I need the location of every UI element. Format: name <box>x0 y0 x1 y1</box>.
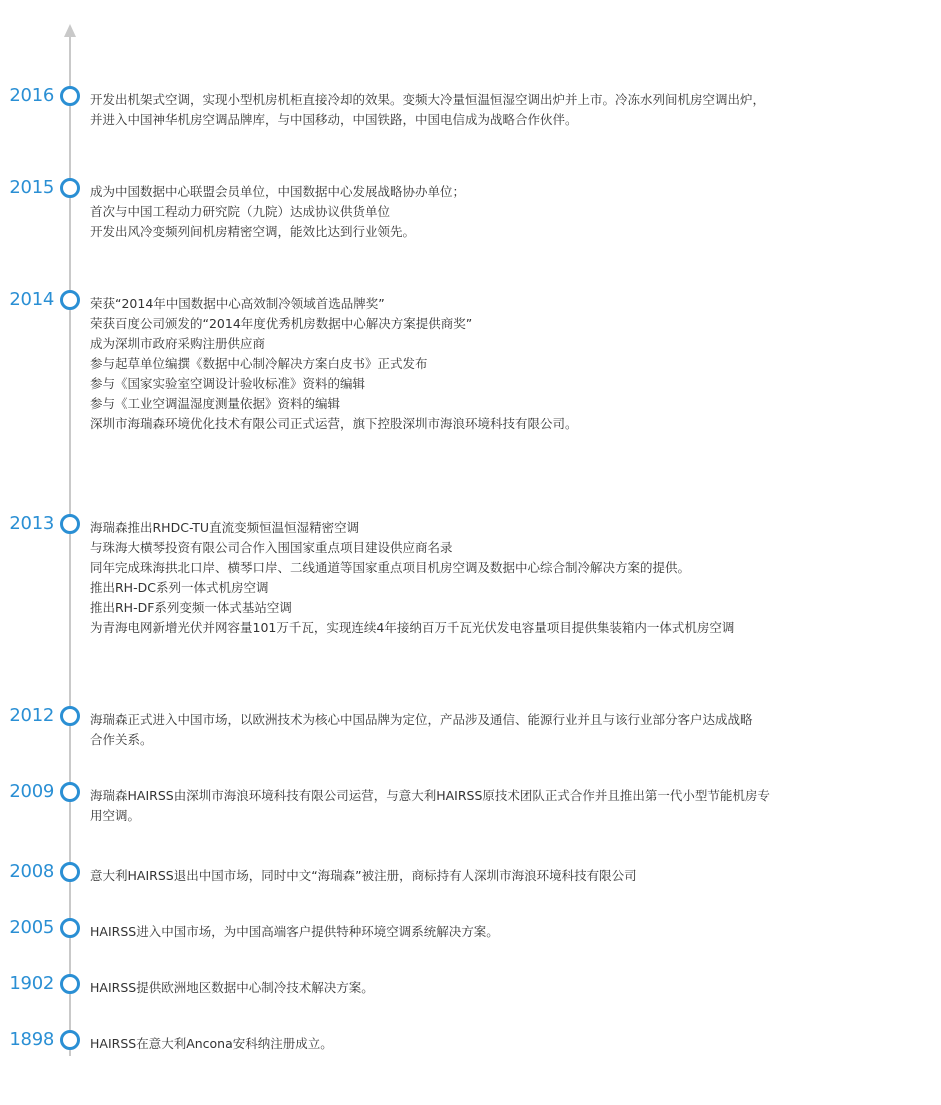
timeline-year: 2012 <box>9 705 54 726</box>
timeline-text-line: 参与起草单位编撰《数据中心制冷解决方案白皮书》正式发布 <box>90 356 428 371</box>
timeline-text-line: 开发出机架式空调，实现小型机房机柜直接冷却的效果。变频大冷量恒温恒湿空调出炉并上市。冷冻水列间机房空调出炉， <box>90 92 766 107</box>
timeline-text-line: HAIRSS进入中国市场，为中国高端客户提供特种环境空调系统解决方案。 <box>90 924 499 939</box>
timeline-description <box>90 1030 850 1058</box>
timeline-dot-icon <box>60 706 80 726</box>
timeline-year: 2015 <box>9 177 54 198</box>
timeline-year: 1898 <box>9 1029 54 1050</box>
timeline-dot-icon <box>60 290 80 310</box>
timeline-text-line: 首次与中国工程动力研究院（九院）达成协议供货单位 <box>90 204 391 219</box>
timeline-text-line: HAIRSS提供欧洲地区数据中心制冷技术解决方案。 <box>90 980 374 995</box>
timeline-description <box>90 290 850 438</box>
timeline-dot-icon <box>60 86 80 106</box>
timeline-dot-icon <box>60 862 80 882</box>
timeline-text-line: 意大利HAIRSS退出中国市场，同时中文“海瑞森”被注册，商标持有人深圳市海浪环境科技有限公司 <box>90 868 637 883</box>
timeline-text-line: 用空调。 <box>90 808 141 823</box>
timeline-description <box>90 514 850 642</box>
timeline-year: 1902 <box>9 973 54 994</box>
timeline-year: 2013 <box>9 513 54 534</box>
timeline-text-line: 开发出风冷变频列间机房精密空调，能效比达到行业领先。 <box>90 224 416 239</box>
timeline-text-line: 成为深圳市政府采购注册供应商 <box>90 336 266 351</box>
timeline-text-line: 成为中国数据中心联盟会员单位，中国数据中心发展战略协办单位； <box>90 184 466 199</box>
timeline-year: 2014 <box>9 289 54 310</box>
timeline-text-line: 荣获“2014年中国数据中心高效制冷领域首选品牌奖” <box>90 296 385 311</box>
timeline-text-line: 推出RH-DF系列变频一体式基站空调 <box>90 600 292 615</box>
timeline-description <box>90 974 850 1002</box>
timeline-text-line: 海瑞森正式进入中国市场，以欧洲技术为核心中国品牌为定位，产品涉及通信、能源行业并且与该行业部分客户达成战略 <box>90 712 753 727</box>
timeline-text-line: 与珠海大横琴投资有限公司合作入围国家重点项目建设供应商名录 <box>90 540 453 555</box>
timeline-description <box>90 86 850 134</box>
timeline-text-line: 推出RH-DC系列一体式机房空调 <box>90 580 269 595</box>
timeline-text-line: HAIRSS在意大利Ancona安科纳注册成立。 <box>90 1036 333 1051</box>
timeline-dot-icon <box>60 1030 80 1050</box>
timeline-dot-icon <box>60 974 80 994</box>
timeline-dot-icon <box>60 918 80 938</box>
timeline-text-line: 为青海电网新增光伏并网容量101万千瓦，实现连续4年接纳百万千瓦光伏发电容量项目提供集装箱内一体式机房空调 <box>90 620 735 635</box>
timeline-text-line: 同年完成珠海拱北口岸、横琴口岸、二线通道等国家重点项目机房空调及数据中心综合制冷解决方案的提供。 <box>90 560 691 575</box>
timeline-year: 2008 <box>9 861 54 882</box>
timeline-text-line: 参与《国家实验室空调设计验收标准》资料的编辑 <box>90 376 366 391</box>
timeline-dot-icon <box>60 178 80 198</box>
timeline-description <box>90 918 850 946</box>
timeline-text-line: 海瑞森推出RHDC-TU直流变频恒温恒湿精密空调 <box>90 520 360 535</box>
timeline-text-line: 海瑞森HAIRSS由深圳市海浪环境科技有限公司运营，与意大利HAIRSS原技术团队正式合作并且推出第一代小型节能机房专 <box>90 788 770 803</box>
timeline-text-line: 并进入中国神华机房空调品牌库，与中国移动，中国铁路，中国电信成为战略合作伙伴。 <box>90 112 578 127</box>
timeline-description <box>90 178 850 246</box>
timeline-dot-icon <box>60 782 80 802</box>
timeline-description <box>90 782 850 830</box>
timeline-dot-icon <box>60 514 80 534</box>
timeline-text-line: 荣获百度公司颁发的“2014年度优秀机房数据中心解决方案提供商奖” <box>90 316 473 331</box>
timeline-text-line: 合作关系。 <box>90 732 153 747</box>
timeline-year: 2009 <box>9 781 54 802</box>
timeline-text-line: 深圳市海瑞森环境优化技术有限公司正式运营，旗下控股深圳市海浪环境科技有限公司。 <box>90 416 578 431</box>
timeline-description <box>90 862 850 890</box>
timeline-description <box>90 706 850 754</box>
timeline-year: 2005 <box>9 917 54 938</box>
timeline-text-line: 参与《工业空调温湿度测量依据》资料的编辑 <box>90 396 341 411</box>
timeline-year: 2016 <box>9 85 54 106</box>
